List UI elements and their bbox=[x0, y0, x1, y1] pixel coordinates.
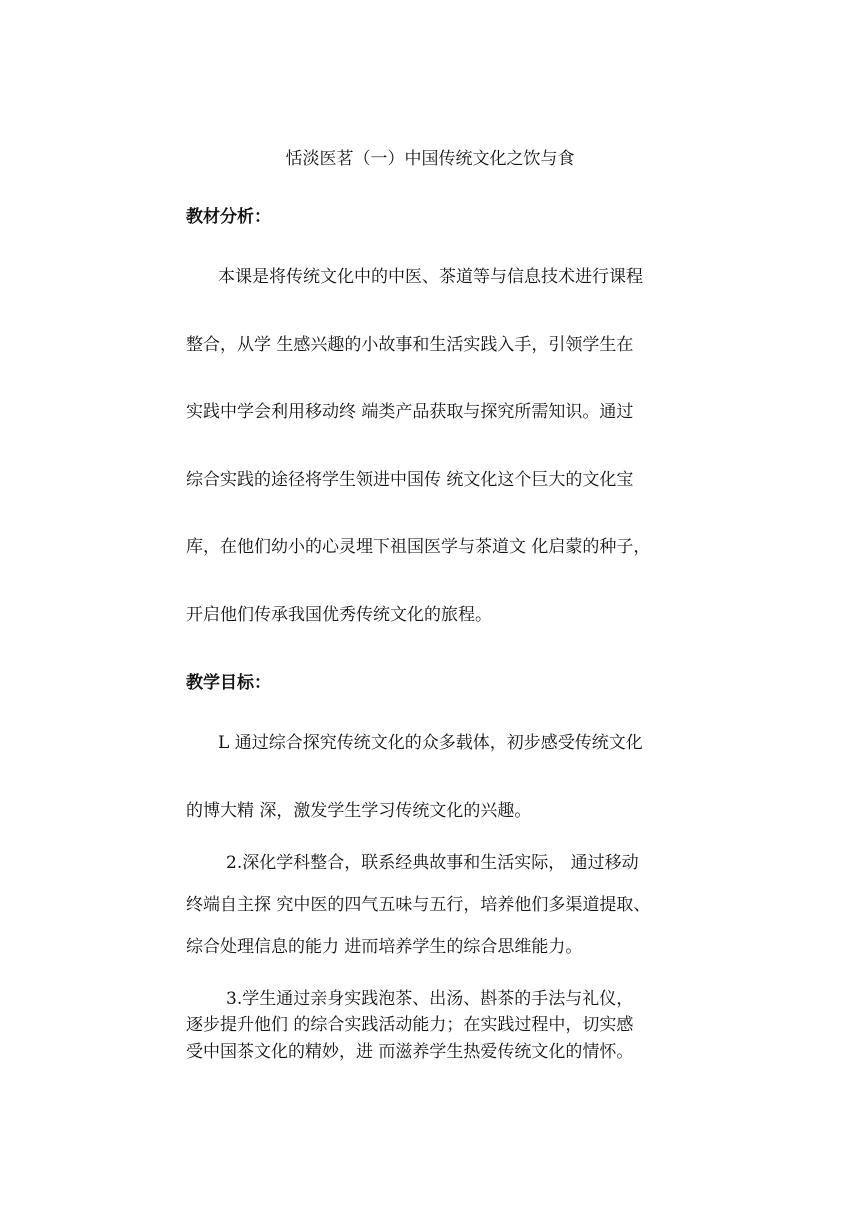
analysis-line: 开启他们传承我国优秀传统文化的旅程。 bbox=[186, 605, 492, 625]
goal-line: 综合处理信息的能力 进而培养学生的综合思维能力。 bbox=[186, 937, 583, 957]
goal-line: 逐步提升他们 的综合实践活动能力；在实践过程中，切实感 bbox=[186, 1015, 634, 1035]
analysis-line: 综合实践的途径将学生领进中国传 统文化这个巨大的文化宝 bbox=[186, 470, 634, 490]
goal-line: 2.深化学科整合，联系经典故事和生活实际， 通过移动 bbox=[226, 853, 639, 873]
section-heading-goals: 教学目标： bbox=[186, 673, 271, 693]
analysis-line: 实践中学会利用移动终 端类产品获取与探究所需知识。通过 bbox=[186, 402, 634, 422]
goal-line: 受中国茶文化的精妙，进 而滋养学生热爱传统文化的情怀。 bbox=[186, 1042, 634, 1062]
document-title: 恬淡医茗（一）中国传统文化之饮与食 bbox=[285, 149, 575, 169]
goal-line: 终端自主探 究中医的四气五味与五行，培养他们多渠道提取、 bbox=[186, 895, 651, 915]
goal-line: 3.学生通过亲身实践泡茶、出汤、斟茶的手法与礼仪， bbox=[226, 989, 634, 1009]
section-heading-analysis: 教材分析： bbox=[186, 207, 271, 227]
analysis-line: 整合，从学 生感兴趣的小故事和生活实践入手，引领学生在 bbox=[186, 335, 634, 355]
goal-line: 的博大精 深，激发学生学习传统文化的兴趣。 bbox=[186, 801, 532, 821]
analysis-line: 库，在他们幼小的心灵埋下祖国医学与茶道文 化启蒙的种子， bbox=[186, 537, 651, 557]
goal-line: L 通过综合探究传统文化的众多载体，初步感受传统文化 bbox=[218, 733, 643, 753]
analysis-line: 本课是将传统文化中的中医、茶道等与信息技术进行课程 bbox=[218, 267, 643, 287]
